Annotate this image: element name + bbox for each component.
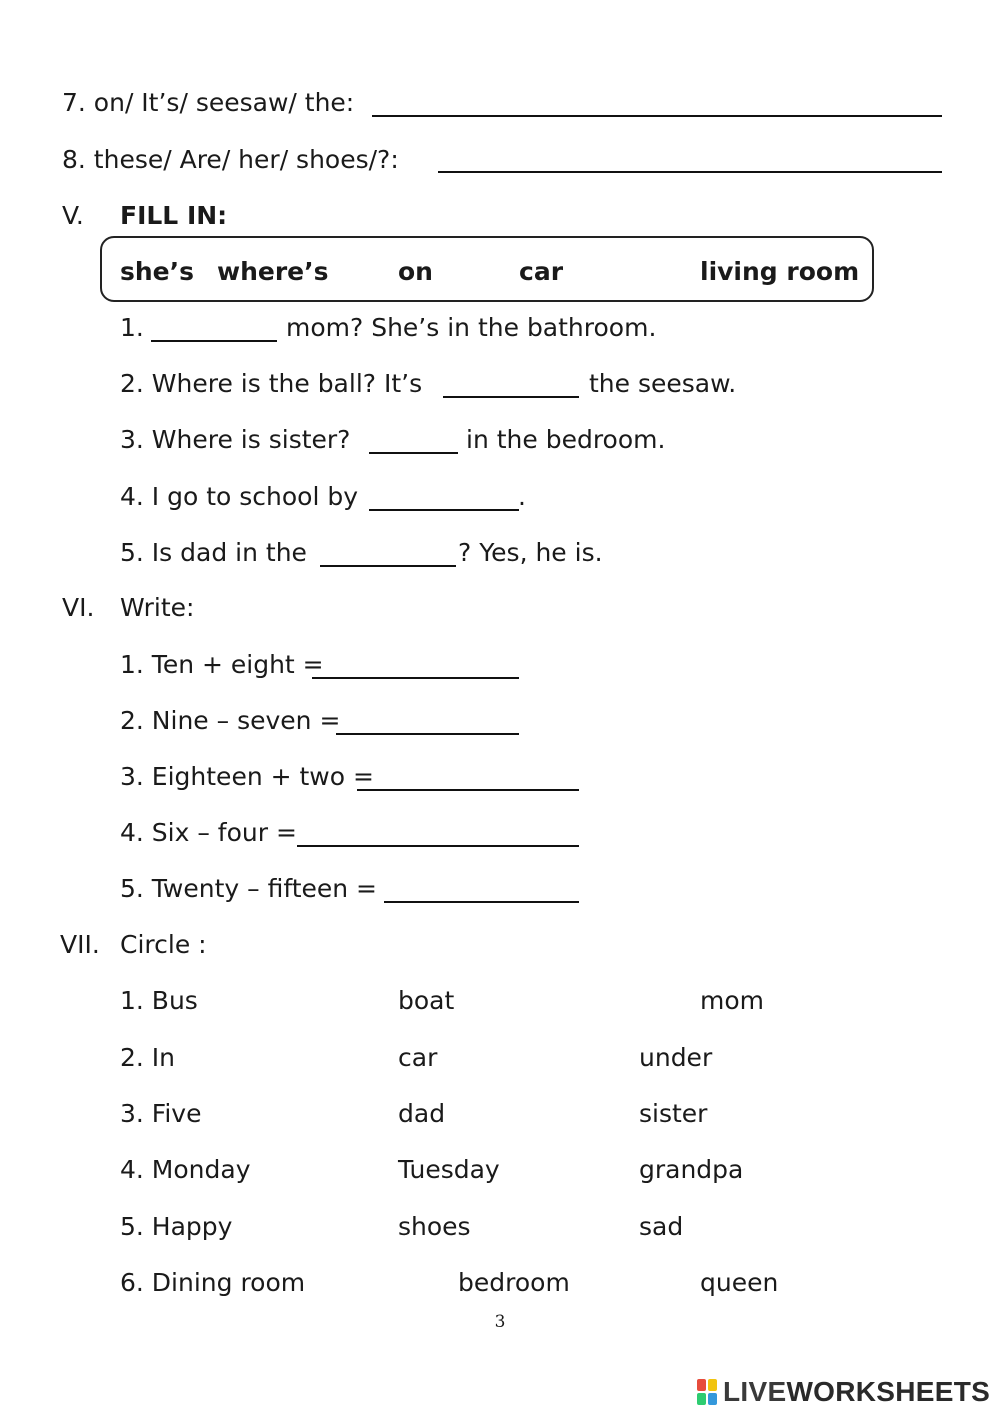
fill-item-5-text: 5. Is dad in the [120, 538, 307, 567]
liveworksheets-logo-icon [697, 1378, 721, 1406]
write-item-2: 2. Nine – seven = [120, 706, 341, 735]
circle-option[interactable]: Tuesday [398, 1155, 500, 1184]
write-item-4: 4. Six – four = [120, 818, 297, 847]
circle-option[interactable]: sad [639, 1212, 684, 1241]
fill-item-4-blank[interactable] [369, 509, 519, 511]
section5-title: FILL IN: [120, 201, 228, 230]
fill-item-1-text: mom? She’s in the bathroom. [286, 313, 657, 342]
write-item-3-answer[interactable] [357, 789, 579, 791]
word-bank-item: living room [700, 257, 860, 286]
liveworksheets-logo[interactable] [697, 1376, 990, 1408]
logo-block [708, 1393, 717, 1405]
word-bank-item: she’s [120, 257, 195, 286]
logo-text-rest: WORKSHEETS [786, 1376, 991, 1407]
logo-block [697, 1393, 706, 1405]
q7-answer-line[interactable] [372, 115, 942, 117]
fill-item-2-text: 2. Where is the ball? It’s [120, 369, 423, 398]
circle-option[interactable]: 4. Monday [120, 1155, 251, 1184]
circle-option[interactable]: 2. In [120, 1043, 176, 1072]
q7-prompt: 7. on/ It’s/ seesaw/ the: [62, 88, 355, 117]
circle-option[interactable]: 1. Bus [120, 986, 198, 1015]
section7-numeral: VII. [60, 930, 100, 959]
word-bank-item: car [519, 257, 564, 286]
write-item-2-answer[interactable] [336, 733, 519, 735]
circle-option[interactable]: mom [700, 986, 765, 1015]
fill-item-4-text: 4. I go to school by [120, 482, 359, 511]
logo-block [708, 1379, 717, 1391]
fill-item-1-blank[interactable] [151, 340, 277, 342]
logo-block [697, 1379, 706, 1391]
section7-title: Circle : [120, 930, 207, 959]
fill-item-2-blank[interactable] [443, 396, 579, 398]
fill-item-3-tail: in the bedroom. [466, 425, 666, 454]
circle-option[interactable]: sister [639, 1099, 708, 1128]
circle-option[interactable]: boat [398, 986, 455, 1015]
circle-option[interactable]: 5. Happy [120, 1212, 233, 1241]
fill-item-3-blank[interactable] [369, 452, 458, 454]
circle-option[interactable]: 6. Dining room [120, 1268, 306, 1297]
circle-option[interactable]: grandpa [639, 1155, 744, 1184]
write-item-1-answer[interactable] [312, 677, 519, 679]
fill-item-5-tail: ? Yes, he is. [458, 538, 603, 567]
logo-text-live: LIVE [723, 1376, 787, 1407]
circle-option[interactable]: car [398, 1043, 438, 1072]
circle-option[interactable]: shoes [398, 1212, 471, 1241]
fill-item-2-tail: the seesaw. [589, 369, 737, 398]
fill-item-4-tail: . [518, 482, 526, 511]
fill-item-5-blank[interactable] [320, 565, 456, 567]
page-number: 3 [494, 1312, 506, 1332]
section5-numeral: V. [62, 201, 84, 230]
section6-title: Write: [120, 593, 195, 622]
q8-answer-line[interactable] [438, 171, 942, 173]
liveworksheets-logo-text [723, 1376, 990, 1408]
write-item-5-answer[interactable] [384, 901, 579, 903]
section6-numeral: VI. [62, 593, 95, 622]
circle-option[interactable]: 3. Five [120, 1099, 202, 1128]
circle-option[interactable]: dad [398, 1099, 446, 1128]
circle-option[interactable]: bedroom [458, 1268, 570, 1297]
fill-item-3-text: 3. Where is sister? [120, 425, 351, 454]
write-item-3: 3. Eighteen + two = [120, 762, 374, 791]
fill-item-1-num: 1. [120, 313, 144, 342]
q8-prompt: 8. these/ Are/ her/ shoes/?: [62, 145, 399, 174]
write-item-5: 5. Twenty – fifteen = [120, 874, 378, 903]
circle-option[interactable]: queen [700, 1268, 779, 1297]
word-bank-item: on [398, 257, 433, 286]
write-item-1: 1. Ten + eight = [120, 650, 324, 679]
circle-option[interactable]: under [639, 1043, 713, 1072]
write-item-4-answer[interactable] [297, 845, 579, 847]
word-bank-item: where’s [217, 257, 329, 286]
